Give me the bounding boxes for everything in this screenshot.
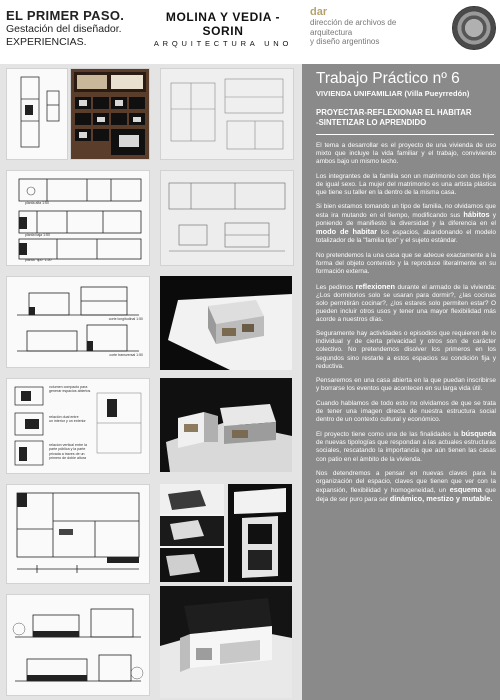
paragraph-text: El tema a desarrollar es el proyecto de una vivienda de uso mixto que incluye la vida familiar y el trabajo, conviviendo ambos bajo un mismo techo. [316, 142, 496, 166]
body-paragraph [316, 142, 496, 166]
concept-diagrams [6, 378, 150, 474]
paragraph-text: Nos detendremos a pensar en nuevas claves para la organización del espacio, claves que tienen que ver con la expansión, flexibilidad y homogeneidad, un [316, 470, 496, 495]
plan-label-lower: planta baja 1:50 [25, 233, 50, 237]
paragraph-text: Cuando hablamos de todo esto no olvidamos de que se trata de tener una imagen directa de nuestra estructura social dentro de un contexto cultural y económico. [316, 399, 496, 423]
paragraph-text: de nuevas tipologías que respondan a las actuales estructuras sociales, rescatando la importancia que aún tienen las casas con patio en el ámbito de la vivienda. [316, 439, 496, 463]
emphasis-text: esquema [449, 485, 482, 495]
emphasis-text: modo de habitar [316, 227, 378, 237]
paragraph-text: y poniendo de manifiesto la diversidad y la diferencia en el [316, 212, 496, 228]
sections-bottom [6, 594, 150, 696]
model-photo-4 [228, 484, 292, 582]
assignment-body [316, 142, 496, 511]
section-label-trans: corte transversal 1:50 [109, 353, 143, 357]
dar-logo: dar [310, 6, 328, 18]
body-paragraph [316, 470, 496, 504]
header-chair [148, 10, 298, 48]
diagram-text-1: volumen compacto para generar espacios abiertos [49, 385, 91, 394]
body-paragraph [316, 330, 496, 370]
emphasis-text: búsqueda [461, 429, 496, 439]
model-photo-2 [160, 378, 292, 472]
assignment-objective [316, 108, 496, 128]
header-course-title [6, 8, 146, 49]
paragraph-text: El proyecto tiene como una de las finalidades la [316, 431, 462, 439]
elevation-sketches [160, 170, 294, 266]
body-paragraph [316, 203, 496, 245]
body-paragraph [316, 377, 496, 393]
body-paragraph [316, 400, 496, 424]
paragraph-text: que deja de ser puro para ser [316, 487, 497, 504]
paragraph-text: Seguramente hay actividades o episodios que requieren de lo individual y de cierta privacidad y otros son de carácter colectivo. No pretendemos disolver los primeros en los segundos sino restarle a estos espacios su condición fija y reductiva. [316, 330, 496, 370]
text-panel [302, 64, 500, 700]
body-paragraph [316, 283, 496, 324]
model-photo-5 [160, 586, 292, 698]
dar-line1: dirección de archivos de arquitectura [310, 18, 397, 37]
emphasis-text: dinámico, mestizo y mutable. [389, 494, 493, 504]
divider [316, 134, 494, 135]
university-seal-icon [452, 6, 496, 50]
objective-line2: -SINTETIZAR LO APRENDIDO [316, 118, 427, 127]
presentation-board [70, 68, 150, 160]
paragraph-text: Los integrantes de la familia son un matrimonio con dos hijos de igual sexo. La mujer del matrimonio es una artista plástica que tiene su taller en la dentro de la misma casa. [316, 172, 496, 196]
model-photo-3 [160, 484, 224, 582]
objective-line1: PROYECTAR-REFLEXIONAR EL HABITAR [316, 108, 472, 117]
diagram-text-2: relación dual entre un interior y un exterior [49, 415, 86, 424]
emphasis-text: reflexionen [355, 281, 396, 291]
drawings-panel [0, 64, 302, 700]
chair-name: MOLINA Y VEDIA - SORIN [165, 10, 281, 38]
chair-subject: ARQUITECTURA UNO [153, 39, 293, 48]
assignment-title: Trabajo Práctico nº 6 [316, 70, 460, 87]
ground-floor-plan [6, 484, 150, 584]
plan-label-upper: planta alta 1:50 [25, 201, 49, 205]
sections-drawing [6, 276, 150, 368]
course-title-line1: EL PRIMER PASO. [6, 8, 125, 23]
sketch-drawing [160, 68, 294, 160]
diagram-text-3: relacion vertical entre la parte pública y la parte privada a traves de un primero de doble altura [49, 443, 87, 460]
emphasis-text: hábitos [463, 210, 490, 220]
dar-line2: y diseño argentinos [310, 37, 380, 46]
paragraph-text: No pretendemos la una casa que se adecue exactamente a la forma del objeto contenido y la reproduce literalmente en su formación externa. [316, 252, 496, 276]
paragraph-text: Si bien estamos tomando un tipo de familia, no olvidamos que esta ira mutando en el tiempo, modificando sus [316, 203, 496, 220]
header [0, 0, 500, 64]
course-title-line2: Gestación del diseñador. [6, 23, 122, 35]
body-paragraph [316, 252, 496, 276]
dar-block [310, 6, 440, 47]
plan-label-type: planta "tipo" 1:50 [25, 258, 52, 262]
paragraph-text: Pensaremos en una casa abierta en la que puedan inscribirse y borrarse los eventos que acontecen en su larga vida útil. [316, 377, 496, 393]
body-paragraph [316, 430, 496, 463]
model-photo-1 [160, 276, 292, 370]
course-title-line3: EXPERIENCIAS. [6, 36, 87, 48]
paragraph-text: los espacios, abandonando el modelo totalizador de la "familia tipo" y el sujeto estándar. [316, 229, 497, 245]
assignment-subtitle: VIVIENDA UNIFAMILIAR (Villa Pueyrredón) [316, 89, 470, 98]
paragraph-text: durante el armado de la vivienda: ¿Los dormitorios solo se usaran para dormir?, ¿las cocinas solo permitirán cocinar?, ¿los estares solo permiten estar? O pueden incluir otros usos y tener una mayor flexibilidad más acorde a nuestros días. [316, 283, 496, 323]
body-paragraph [316, 173, 496, 197]
paragraph-text: Les pedimos [316, 283, 356, 291]
plan-drawing-small [6, 68, 68, 160]
section-label-long: corte longitudinal 1:50 [108, 317, 143, 321]
floor-plans [6, 170, 150, 266]
